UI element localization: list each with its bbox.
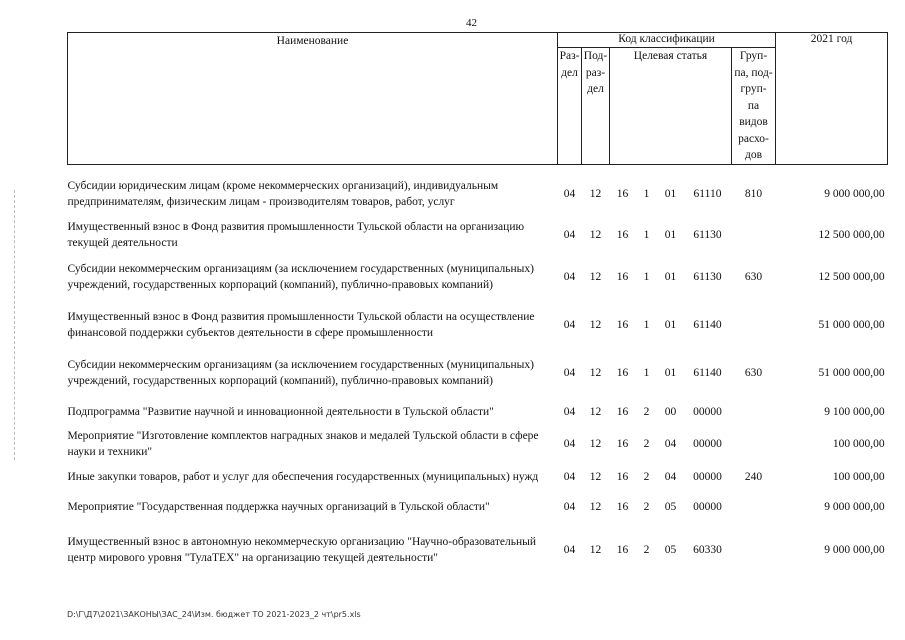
row-expense-group (732, 521, 776, 579)
row-target-subprogram: 1 (643, 187, 650, 200)
row-target-direction: 61130 (693, 270, 722, 283)
row-target-event: 01 (664, 318, 677, 331)
row-target-program: 16 (616, 228, 629, 241)
row-name: Субсидии некоммерческим организациям (за исключением государственных (муниципальных) учреждений, государственных корпораций (компаний), публично-правовых компаний) (67, 358, 534, 387)
row-target-program: 16 (616, 437, 629, 450)
table-row (68, 521, 888, 579)
row-name: Субсидии некоммерческим организациям (за исключением государственных (муниципальных) учреждений, государственных корпораций (компаний), публично-правовых компаний) (67, 262, 534, 291)
row-expense-group: 630 (744, 366, 763, 379)
row-amount: 51 000 000,00 (818, 318, 885, 331)
row-section: 04 (563, 470, 576, 483)
table-row (68, 171, 888, 217)
row-section: 04 (563, 437, 576, 450)
row-target-direction: 00000 (693, 437, 722, 450)
row-expense-group (732, 493, 776, 521)
row-target-program: 16 (616, 366, 629, 379)
row-target-event: 01 (664, 366, 677, 379)
row-target-direction: 00000 (693, 500, 722, 513)
row-name: Мероприятие "Государственная поддержка научных организаций в Тульской области" (67, 500, 490, 513)
row-amount: 12 500 000,00 (818, 228, 885, 241)
header-subsection: Под- раз- дел (582, 48, 610, 165)
row-amount: 51 000 000,00 (818, 366, 885, 379)
row-expense-group (732, 427, 776, 461)
row-section: 04 (563, 405, 576, 418)
row-subsection: 12 (589, 366, 602, 379)
table-row (68, 397, 888, 427)
row-expense-group: 810 (744, 187, 763, 200)
row-section: 04 (563, 187, 576, 200)
header-section: Раз- дел (558, 48, 582, 165)
row-section: 04 (563, 500, 576, 513)
row-target-program: 16 (616, 543, 629, 556)
row-target-event: 04 (664, 437, 677, 450)
row-amount: 12 500 000,00 (818, 270, 885, 283)
row-target-subprogram: 1 (643, 366, 650, 379)
row-expense-group (732, 397, 776, 427)
row-target-program: 16 (616, 270, 629, 283)
header-target-article: Целевая статья (610, 48, 732, 165)
header-expense-group: Груп- па, под- груп- па видов расхо- дов (732, 48, 776, 165)
table-row (68, 217, 888, 253)
row-subsection: 12 (589, 543, 602, 556)
table-row (68, 493, 888, 521)
row-subsection: 12 (589, 187, 602, 200)
table-header (68, 33, 888, 165)
row-subsection: 12 (589, 470, 602, 483)
row-section: 04 (563, 543, 576, 556)
row-target-event: 04 (664, 470, 677, 483)
row-target-subprogram: 1 (643, 270, 650, 283)
row-target-direction: 61110 (693, 187, 722, 200)
row-amount: 100 000,00 (832, 470, 885, 483)
row-name: Субсидии юридическим лицам (кроме некоммерческих организаций), индивидуальным предпринимателям, физическим лицам - производителям товаров, работ, услуг (67, 179, 499, 208)
table-row (68, 301, 888, 349)
row-expense-group: 630 (744, 270, 763, 283)
row-target-event: 01 (664, 187, 677, 200)
row-name: Иные закупки товаров, работ и услуг для обеспечения государственных (муниципальных) нужд (67, 470, 539, 483)
row-target-direction: 60330 (693, 543, 722, 556)
row-target-subprogram: 2 (643, 437, 650, 450)
row-target-direction: 61140 (693, 366, 722, 379)
row-expense-group: 240 (744, 470, 763, 483)
footer-file-path: D:\Г\Д7\2021\ЗАКОНЫ\ЗАС_24\Изм. бюджет ТО 2021-2023_2 чт\pr5.xls (67, 610, 361, 619)
table-row (68, 253, 888, 301)
row-target-subprogram: 2 (643, 405, 650, 418)
row-target-subprogram: 2 (643, 543, 650, 556)
row-subsection: 12 (589, 437, 602, 450)
header-classification: Код классификации (558, 33, 776, 48)
row-name: Мероприятие "Изготовление комплектов наградных знаков и медалей Тульской области в сфере науки и техники" (67, 429, 539, 458)
row-target-event: 01 (664, 228, 677, 241)
row-name: Подпрограмма "Развитие научной и инновационной деятельности в Тульской области" (67, 405, 494, 418)
row-section: 04 (563, 366, 576, 379)
row-subsection: 12 (589, 500, 602, 513)
budget-table (67, 32, 888, 579)
row-amount: 9 000 000,00 (824, 543, 885, 556)
row-section: 04 (563, 228, 576, 241)
row-expense-group (732, 217, 776, 253)
row-target-event: 00 (664, 405, 677, 418)
row-target-subprogram: 1 (643, 318, 650, 331)
row-target-program: 16 (616, 318, 629, 331)
row-expense-group (732, 301, 776, 349)
row-subsection: 12 (589, 228, 602, 241)
row-subsection: 12 (589, 405, 602, 418)
row-target-event: 01 (664, 270, 677, 283)
row-target-direction: 00000 (693, 470, 722, 483)
row-amount: 9 000 000,00 (824, 187, 885, 200)
row-target-program: 16 (616, 470, 629, 483)
row-target-event: 05 (664, 543, 677, 556)
row-name: Имущественный взнос в Фонд развития промышленности Тульской области на организацию текущей деятельности (67, 220, 525, 249)
row-amount: 100 000,00 (832, 437, 885, 450)
row-target-subprogram: 2 (643, 470, 650, 483)
row-target-subprogram: 1 (643, 228, 650, 241)
row-amount: 9 100 000,00 (824, 405, 885, 418)
row-target-direction: 00000 (693, 405, 722, 418)
header-year: 2021 год (776, 33, 888, 165)
row-section: 04 (563, 318, 576, 331)
row-amount: 9 000 000,00 (824, 500, 885, 513)
row-section: 04 (563, 270, 576, 283)
table-body (68, 164, 888, 579)
row-target-event: 05 (664, 500, 677, 513)
header-name: Наименование (68, 33, 558, 165)
row-name: Имущественный взнос в Фонд развития промышленности Тульской области на осуществление финансовой поддержки субъектов деятельности в сфере промышленности (67, 310, 535, 339)
row-target-program: 16 (616, 500, 629, 513)
row-target-program: 16 (616, 405, 629, 418)
margin-binding-mark (14, 190, 16, 460)
row-subsection: 12 (589, 270, 602, 283)
row-target-subprogram: 2 (643, 500, 650, 513)
table-row (68, 461, 888, 493)
row-target-direction: 61130 (693, 228, 722, 241)
table-row (68, 427, 888, 461)
row-target-direction: 61140 (693, 318, 722, 331)
page-number: 42 (466, 17, 477, 29)
row-subsection: 12 (589, 318, 602, 331)
row-name: Имущественный взнос в автономную некоммерческую организацию "Научно-образовательный центр мирового уровня "ТулаТЕХ" на организацию текущей деятельности" (67, 535, 536, 564)
row-target-program: 16 (616, 187, 629, 200)
table-row (68, 349, 888, 397)
